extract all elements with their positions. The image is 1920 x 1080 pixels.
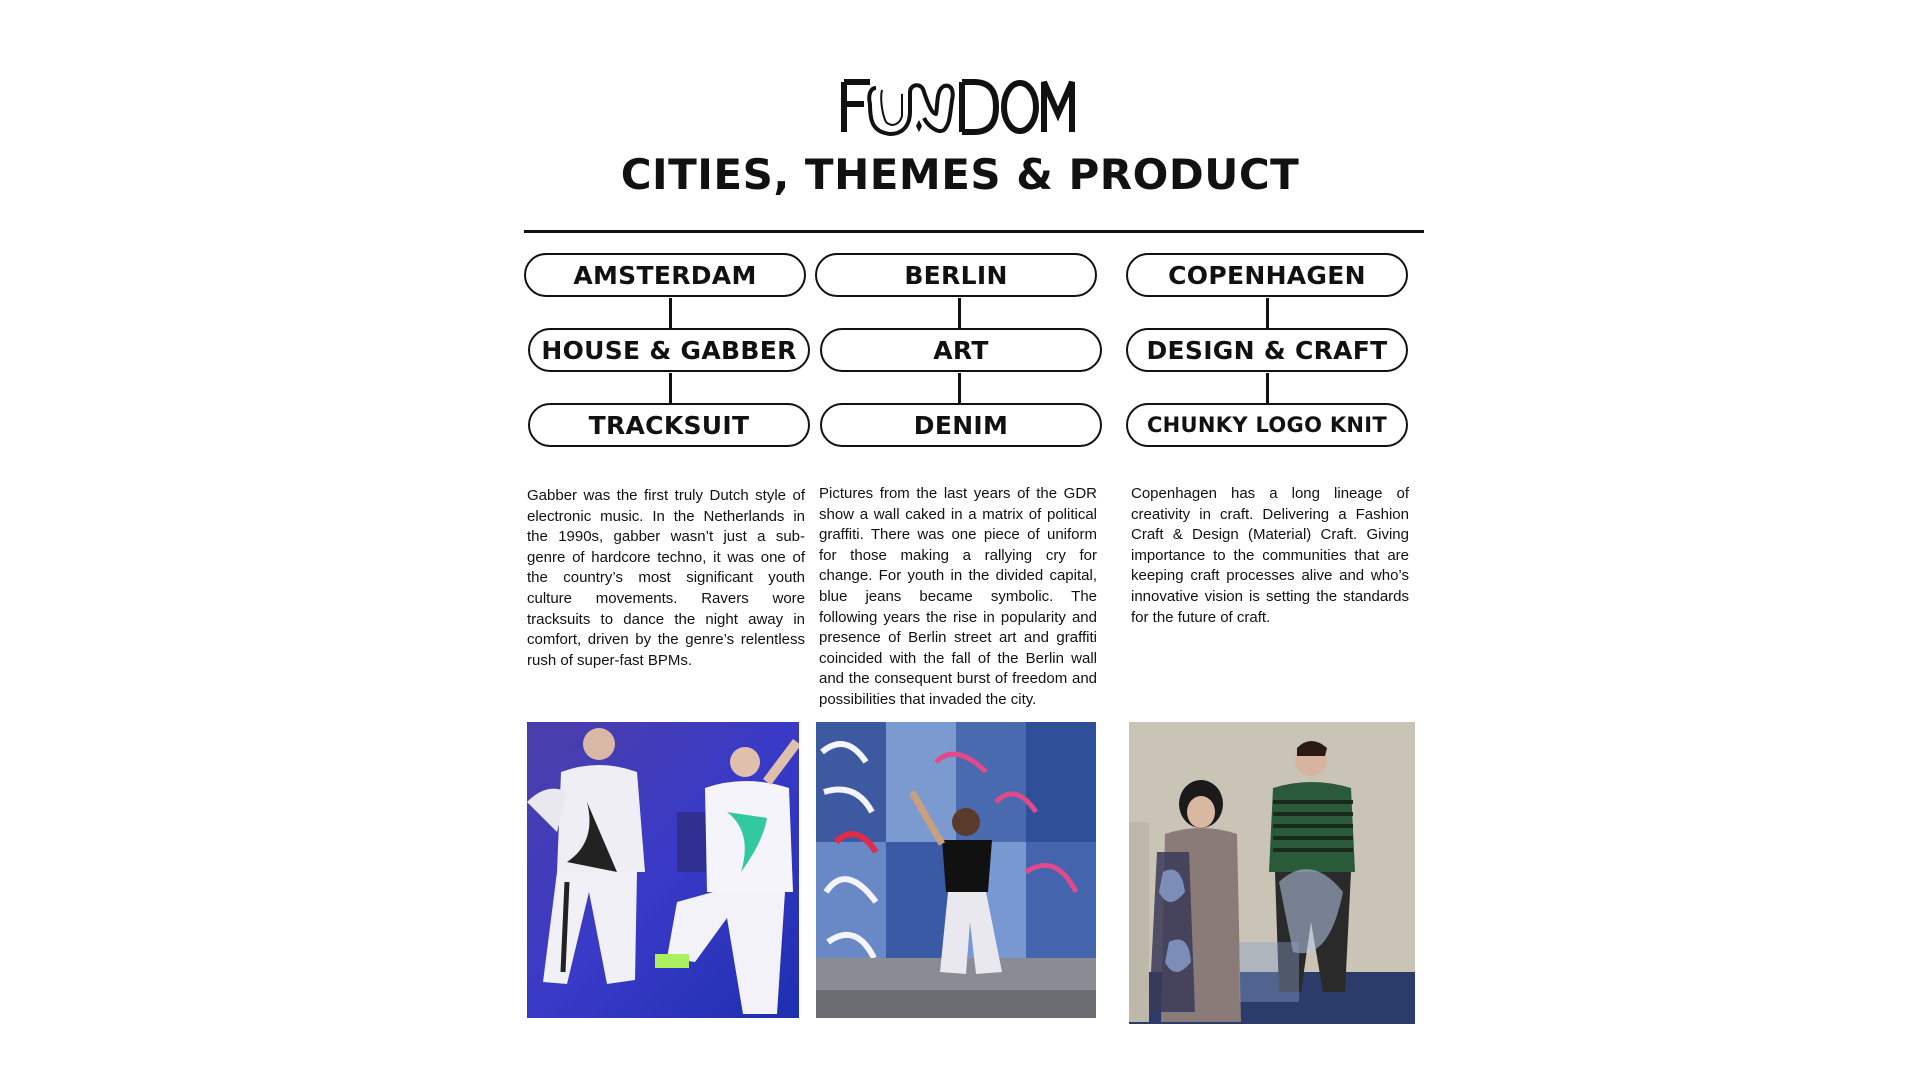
theme-pill-house-gabber: HOUSE & GABBER [528, 328, 810, 372]
fundom-logo-graphic [840, 74, 1080, 138]
product-pill-chunky-logo-knit: CHUNKY LOGO KNIT [1126, 403, 1408, 447]
city-pill-copenhagen: COPENHAGEN [1126, 253, 1408, 297]
photo-ravers-tracksuits [527, 722, 799, 1018]
description-copenhagen: Copenhagen has a long lineage of creativity in craft. Delivering a Fashion Craft & Design (Material) Craft. Giving importance to the communities that are keeping craft processes alive and who’s innovative vision is setting the standards for the future of craft. [1131, 485, 1409, 626]
connector-line [1266, 373, 1269, 403]
connector-line [669, 298, 672, 328]
connector-line [958, 373, 961, 403]
connector-line [958, 298, 961, 328]
product-pill-tracksuit: TRACKSUIT [528, 403, 810, 447]
description-berlin: Pictures from the last years of the GDR show a wall caked in a matrix of political graffiti. There was one piece of uniform for those making a rallying cry for change. For youth in the divided capital, blue jeans became symbolic. The following years the rise in popularity and presence of Berlin street art and graffiti coincided with the fall of the Berlin wall and the consequent burst of freedom and possibilities that invaded the city. [819, 485, 1097, 708]
description-amsterdam: Gabber was the first truly Dutch style of electronic music. In the Netherlands in the 1990s, gabber wasn’t just a sub-genre of hardcore techno, it was one of the country’s most significant youth culture movements. Ravers wore tracksuits to dance the night away in comfort, driven by the genre’s relentless rush of super-fast BPMs. [527, 487, 805, 669]
product-pill-denim: DENIM [820, 403, 1102, 447]
theme-pill-art: ART [820, 328, 1102, 372]
connector-line [1266, 298, 1269, 328]
theme-pill-design-craft: DESIGN & CRAFT [1126, 328, 1408, 372]
city-pill-amsterdam: AMSTERDAM [524, 253, 806, 297]
header-divider [524, 230, 1424, 233]
page-title: CITIES, THEMES & PRODUCT [620, 150, 1300, 199]
connector-line [669, 373, 672, 403]
fundom-logo [840, 74, 1080, 138]
city-pill-berlin: BERLIN [815, 253, 1097, 297]
photo-graffiti-wall [816, 722, 1096, 1018]
photo-designers-knitwear [1129, 722, 1415, 1024]
